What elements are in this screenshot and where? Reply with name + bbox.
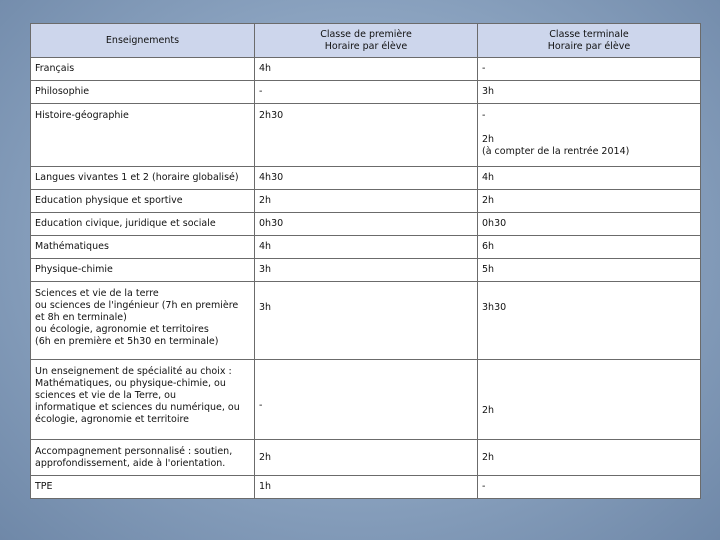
subject-cell: Mathématiques — [31, 236, 255, 259]
premiere-hours-cell: 0h30 — [255, 213, 478, 236]
table-row — [31, 104, 701, 167]
premiere-hours-cell: 4h — [255, 236, 478, 259]
header-terminale-line2: Horaire par élève — [547, 40, 631, 52]
subject-cell: Physique-chimie — [31, 259, 255, 282]
terminale-hours-cell: 3h — [478, 81, 701, 104]
table-row — [31, 440, 701, 476]
terminale-hours-cell — [478, 104, 701, 167]
terminale-hours-cell: 5h — [478, 259, 701, 282]
terminale-note-text: (à compter de la rentrée 2014) — [482, 146, 630, 157]
subject-cell: Education civique, juridique et sociale — [31, 213, 255, 236]
table-row — [31, 360, 701, 440]
table-row — [31, 81, 701, 104]
table-row — [31, 213, 701, 236]
subject-cell: Français — [31, 58, 255, 81]
terminale-hours-cell: 2h — [478, 190, 701, 213]
premiere-hours-cell: - — [255, 81, 478, 104]
subject-cell: Un enseignement de spécialité au choix : Mathématiques, ou physique-chimie, ou sciences et vie de la Terre, ou informatique et sciences du numérique, ou écologie, agronomie et territoire — [31, 360, 255, 440]
subject-cell: Sciences et vie de la terre ou sciences de l'ingénieur (7h en première et 8h en terminale) ou écologie, agronomie et territoires (6h en première et 5h30 en terminale) — [31, 282, 255, 360]
table-row — [31, 259, 701, 282]
header-premiere-line2: Horaire par élève — [324, 40, 408, 52]
curriculum-hours-table — [30, 23, 701, 499]
table-row — [31, 58, 701, 81]
premiere-hours-cell: 3h — [255, 259, 478, 282]
header-row — [31, 24, 701, 58]
premiere-hours-cell: 2h — [255, 190, 478, 213]
header-terminale-line1: Classe terminale — [549, 28, 629, 40]
terminale-hours-cell: 2h — [478, 440, 701, 476]
premiere-hours-cell: 3h — [255, 282, 478, 360]
premiere-hours-cell: 4h — [255, 58, 478, 81]
table-row — [31, 190, 701, 213]
terminale-hours-cell: 6h — [478, 236, 701, 259]
subject-cell: Education physique et sportive — [31, 190, 255, 213]
subject-cell: Accompagnement personnalisé : soutien, approfondissement, aide à l'orientation. — [31, 440, 255, 476]
subject-cell: Histoire-géographie — [31, 104, 255, 167]
table-row — [31, 476, 701, 499]
header-premiere-line1: Classe de première — [320, 28, 412, 40]
subject-cell: Philosophie — [31, 81, 255, 104]
premiere-hours-cell: 2h30 — [255, 104, 478, 167]
premiere-hours-cell: 4h30 — [255, 167, 478, 190]
subject-cell: Langues vivantes 1 et 2 (horaire globalisé) — [31, 167, 255, 190]
header-premiere — [255, 24, 478, 58]
terminale-hours-cell: - — [478, 476, 701, 499]
premiere-hours-cell: - — [255, 360, 478, 440]
header-terminale — [478, 24, 701, 58]
terminale-note-hours: 2h — [482, 134, 495, 145]
terminale-hours-cell: 0h30 — [478, 213, 701, 236]
premiere-hours-cell: 1h — [255, 476, 478, 499]
terminale-hours-cell: 3h30 — [478, 282, 701, 360]
table-row — [31, 167, 701, 190]
subject-cell: TPE — [31, 476, 255, 499]
header-subjects: Enseignements — [31, 24, 255, 58]
terminale-hours-cell: - — [478, 58, 701, 81]
terminale-hours-cell: 4h — [478, 167, 701, 190]
premiere-hours-cell: 2h — [255, 440, 478, 476]
table-row — [31, 236, 701, 259]
terminale-hours-cell: 2h — [478, 360, 701, 440]
terminale-hours-value: - — [482, 110, 486, 121]
table-row — [31, 282, 701, 360]
